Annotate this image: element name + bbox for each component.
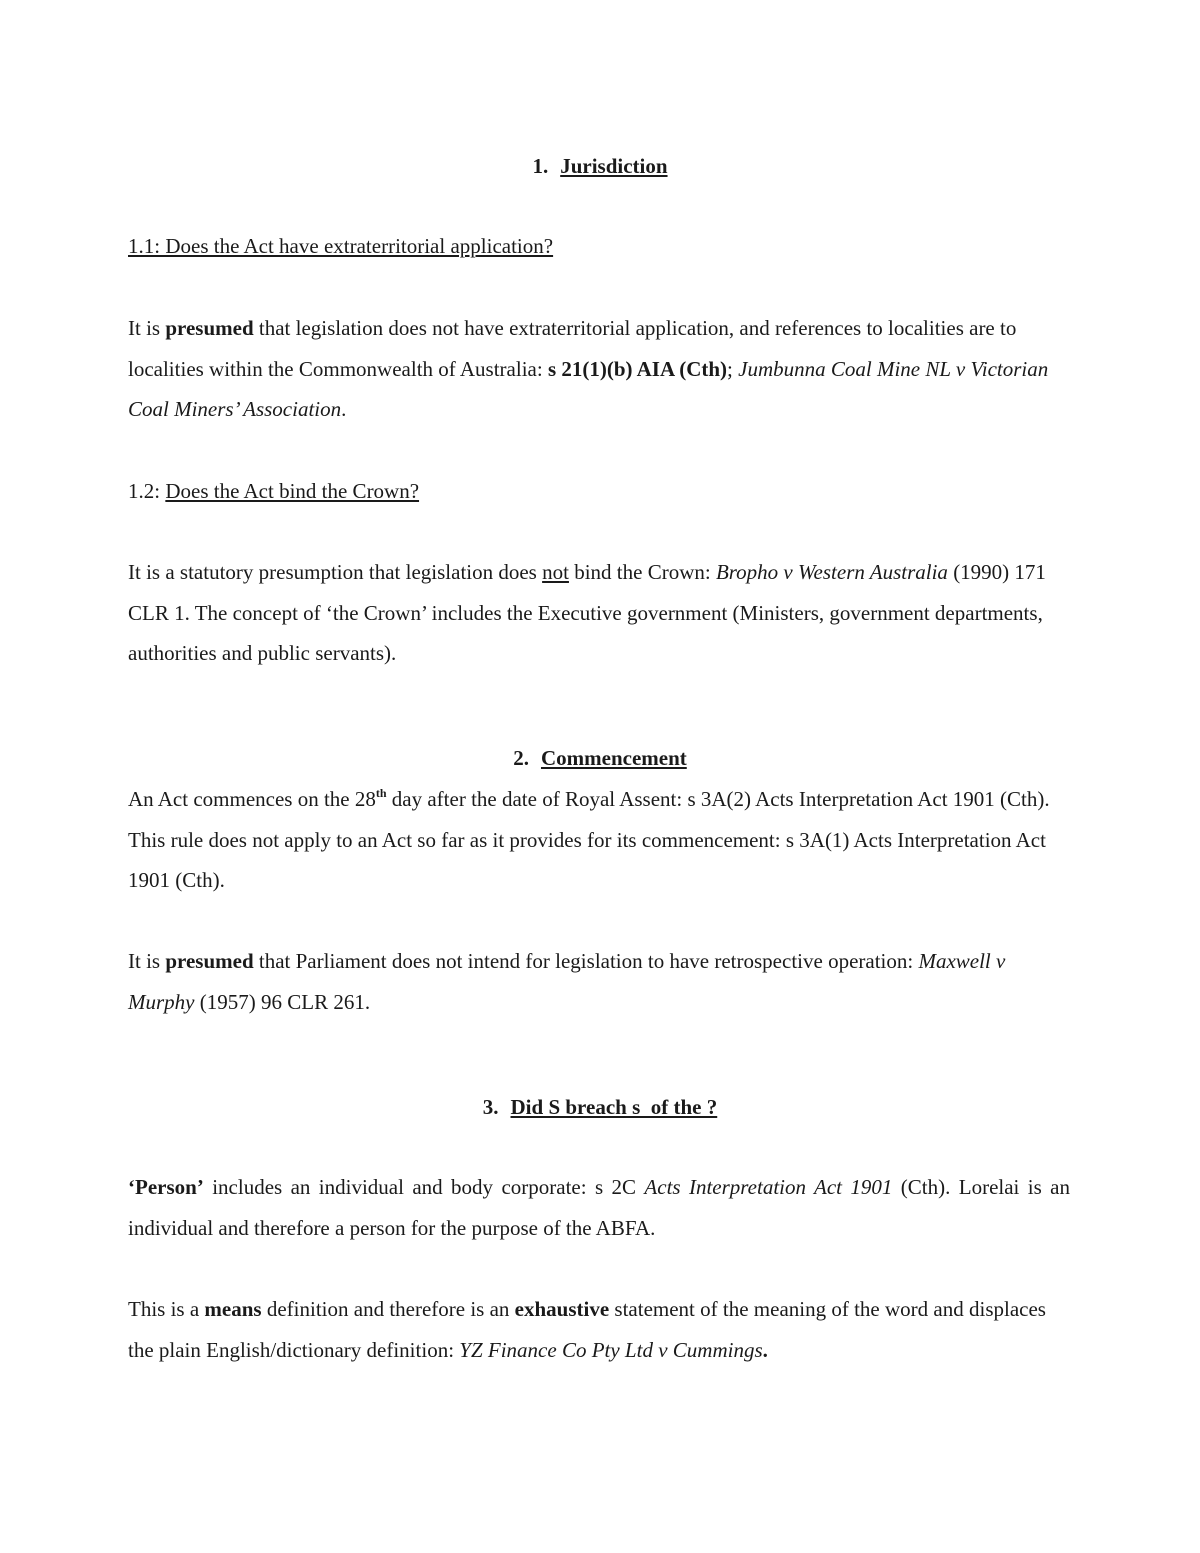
case-name: Bropho v Western Australia [715, 560, 948, 584]
question-1-2 [128, 471, 1070, 512]
text-run: It is [128, 316, 166, 340]
statute-reference: s 21(1)(b) AIA (Cth) [547, 356, 728, 381]
text-run: includes an individual and body corporate: s 2C [203, 1175, 645, 1199]
text-run: (1990) 171 CLR 1. The concept of ‘the Crown’ includes the Executive government (Ministers, government departments, authorities and public servants). [128, 560, 1046, 665]
underlined-not: not [542, 560, 569, 584]
text-run: It is a statutory presumption that legislation does [128, 560, 543, 584]
section-1-number: 1. [532, 154, 549, 178]
paragraph-crown [128, 552, 1070, 674]
paragraph-extraterritorial [128, 308, 1070, 430]
text-run: This is a [128, 1297, 205, 1321]
case-name: YZ Finance Co Pty Ltd v Cummings [459, 1337, 763, 1362]
bold-person: ‘Person’ [128, 1175, 204, 1199]
question-1-2-prefix: 1.2: [128, 479, 166, 503]
section-3-heading [0, 1087, 1200, 1127]
paragraph-retrospective [128, 941, 1070, 1022]
superscript-th: th [375, 786, 387, 800]
section-1-title: Jurisdiction [560, 154, 668, 178]
text-run: bind the Crown: [568, 560, 716, 584]
text-run: . [341, 397, 347, 421]
text-run: (1957) 96 CLR 261. [194, 989, 371, 1014]
text-run: that legislation does not have extraterritorial application, and references to localities are to localities within the Commonwealth of Australia: [128, 316, 1017, 381]
text-run: statement of the meaning of the word and displaces the plain English/dictionary definition: [128, 1297, 1046, 1362]
section-3-title: Did S breach s of the ? [510, 1095, 718, 1119]
bold-presumed: presumed [165, 949, 254, 973]
bold-presumed: presumed [165, 316, 254, 340]
question-1-1 [128, 226, 1070, 267]
text-run: . [762, 1337, 768, 1362]
bold-exhaustive: exhaustive [514, 1297, 610, 1321]
text-run: definition and therefore is an [261, 1297, 515, 1321]
question-1-2-text: Does the Act bind the Crown? [165, 479, 420, 503]
section-2-heading [0, 738, 1200, 778]
case-name: Jumbunna Coal Mine NL v Victorian Coal Miners’ Association [128, 356, 1049, 421]
question-1-1-text: 1.1: Does the Act have extraterritorial application? [128, 234, 554, 258]
section-3-number: 3. [482, 1095, 499, 1119]
paragraph-means-definition [128, 1289, 1070, 1370]
text-run: An Act commences on the 28 [128, 787, 376, 811]
paragraph-commencement [128, 779, 1070, 901]
paragraph-person [128, 1167, 1070, 1248]
bold-means: means [204, 1297, 262, 1321]
text-run: that Parliament does not intend for legislation to have retrospective operation: [253, 949, 919, 973]
case-name: Maxwell v Murphy [128, 949, 1006, 1014]
act-name: Acts Interpretation Act 1901 [644, 1175, 893, 1199]
text-run: ; [727, 356, 739, 381]
text-run: (Cth). Lorelai is an individual and therefore a person for the purpose of the ABFA. [128, 1175, 1070, 1240]
text-run: It is [128, 949, 166, 973]
section-2-title: Commencement [540, 746, 687, 770]
text-run: day after the date of Royal Assent: s 3A(2) Acts Interpretation Act 1901 (Cth). This rule does not apply to an Act so far as it provides for its commencement: s 3A(1) Acts Interpretation Act 1901 (Cth). [128, 787, 1050, 892]
section-2-number: 2. [513, 746, 529, 770]
section-1-heading [0, 146, 1200, 186]
